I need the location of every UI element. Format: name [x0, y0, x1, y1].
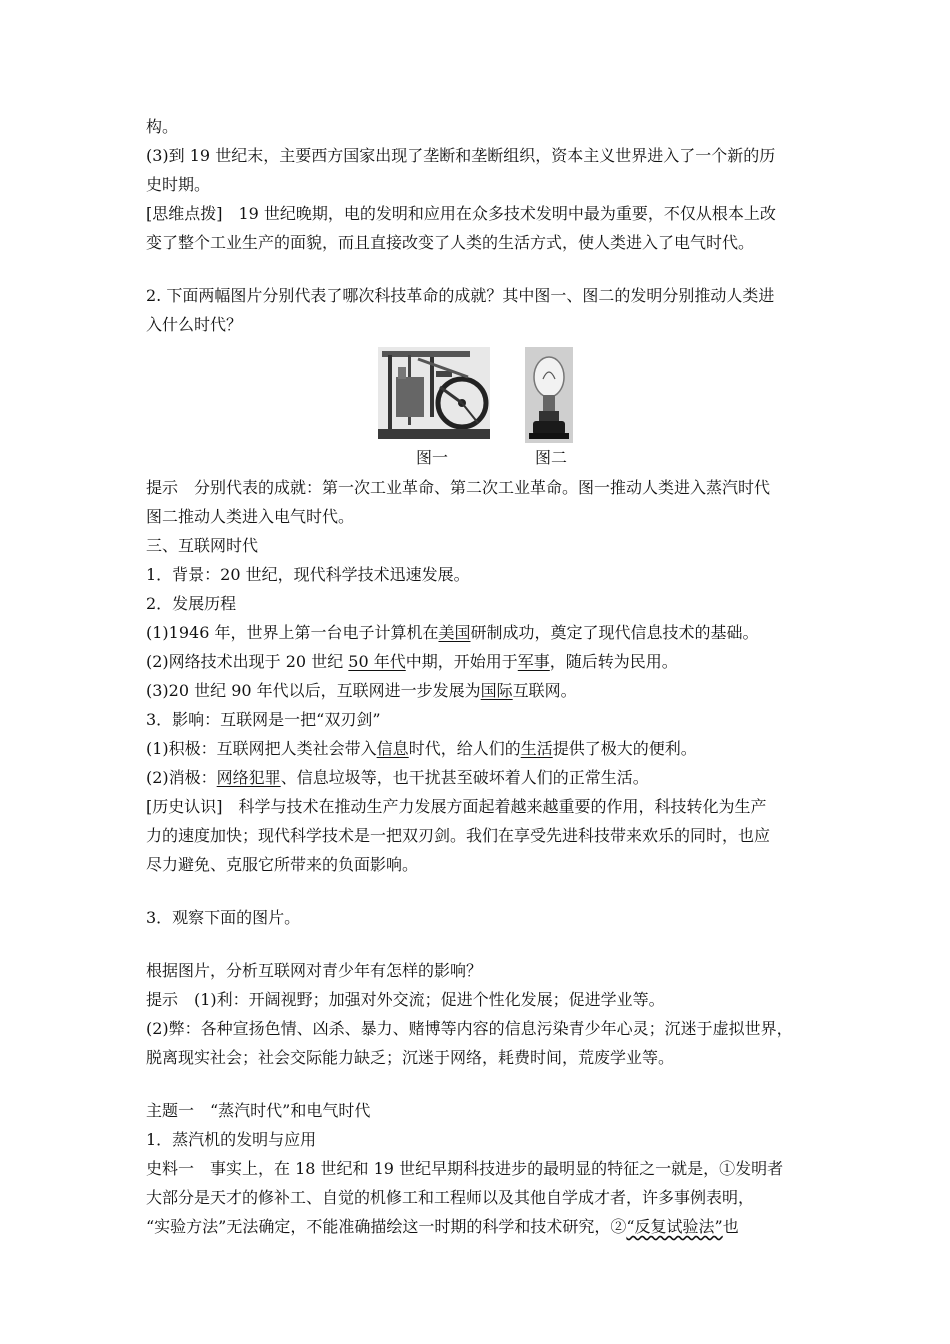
- text-line: 2．发展历程: [146, 594, 237, 613]
- text-line: [146, 618, 818, 647]
- text-line: 史时期。: [146, 175, 211, 194]
- text-span: 、信息垃圾等，也干扰甚至破坏着人们的正常生活。: [280, 768, 649, 787]
- spacer: [146, 1072, 818, 1096]
- text-span: (2)网络技术出现于 20 世纪: [146, 652, 349, 671]
- text-span: 提供了极大的便利。: [552, 739, 697, 758]
- hint-line: 提示 (1)利：开阔视野；加强对外交流；促进个性化发展；促进学业等。: [146, 990, 665, 1009]
- figure-row: [146, 347, 818, 443]
- text-span: “实验方法”无法确定，不能准确描绘这一时期的科学和技术研究，②: [146, 1217, 627, 1236]
- text-line: 构。: [146, 117, 179, 136]
- text-span: (1)1946 年，世界上第一台电子计算机在: [146, 623, 439, 642]
- text-line: 史料一 事实上，在 18 世纪和 19 世纪早期科技进步的最明显的特征之一就是，①发明者: [146, 1159, 784, 1178]
- text-line: 尽力避免、克服它所带来的负面影响。: [146, 855, 419, 874]
- text-span: (3)20 世纪 90 年代以后，互联网进一步发展为: [146, 681, 481, 700]
- text-line: (3)到 19 世纪末，主要西方国家出现了垄断和垄断组织，资本主义世界进入了一个新的历: [146, 146, 776, 165]
- figure-1-caption: 图一: [416, 448, 449, 467]
- text-line: [146, 763, 818, 792]
- underlined-term: 信息: [376, 739, 409, 758]
- hint-line: 提示 分别代表的成就：第一次工业革命、第二次工业革命。图一推动人类进入蒸汽时代: [146, 478, 771, 497]
- text-line: 1．蒸汽机的发明与应用: [146, 1130, 317, 1149]
- text-span: (2)消极：: [146, 768, 217, 787]
- text-line: 脱离现实社会；社会交际能力缺乏；沉迷于网络，耗费时间，荒废学业等。: [146, 1048, 675, 1067]
- text-span: (1)积极：互联网把人类社会带入: [146, 739, 377, 758]
- text-line: 1．背景：20 世纪，现代科学技术迅速发展。: [146, 565, 470, 584]
- text-line: 根据图片，分析互联网对青少年有怎样的影响？: [146, 961, 483, 980]
- text-span: 也: [722, 1217, 739, 1236]
- question-2: 2. 下面两幅图片分别代表了哪次科技革命的成就？其中图一、图二的发明分别推动人类进: [146, 286, 775, 305]
- figure-captions: [146, 443, 818, 473]
- spacer: [146, 879, 818, 903]
- light-bulb-icon: [525, 347, 573, 443]
- figure-2-caption: 图二: [535, 448, 568, 467]
- text-line: [146, 676, 818, 705]
- text-line: [146, 1212, 818, 1241]
- text-line: [思维点拨] 19 世纪晚期，电的发明和应用在众多技术发明中最为重要，不仅从根本上改: [146, 204, 776, 223]
- wavy-underlined-term: “反复试验法”: [626, 1217, 723, 1236]
- text-span: 中期，开始用于: [405, 652, 518, 671]
- underlined-term: 生活: [520, 739, 553, 758]
- text-line: 变了整个工业生产的面貌，而且直接改变了人类的生活方式，使人类进入了电气时代。: [146, 233, 755, 252]
- spacer: [146, 932, 818, 956]
- text-line: (2)弊：各种宣扬色情、凶杀、暴力、赌博等内容的信息污染青少年心灵；沉迷于虚拟世界，: [146, 1019, 793, 1038]
- text-line: 入什么时代？: [146, 315, 243, 334]
- underlined-term: 50 年代: [348, 652, 406, 671]
- text-line: [历史认识] 科学与技术在推动生产力发展方面起着越来越重要的作用，科技转化为生产: [146, 797, 767, 816]
- spacer: [146, 257, 818, 281]
- underlined-term: 国际: [480, 681, 513, 700]
- text-line: 大部分是天才的修补工、自觉的机修工和工程师以及其他自学成才者，许多事例表明，: [146, 1188, 755, 1207]
- question-3: 3．观察下面的图片。: [146, 908, 301, 927]
- text-line: [146, 734, 818, 763]
- text-span: 时代，给人们的: [408, 739, 521, 758]
- text-line: [146, 647, 818, 676]
- text-span: 研制成功，奠定了现代信息技术的基础。: [470, 623, 759, 642]
- topic-heading: 主题一 “蒸汽时代”和电气时代: [146, 1101, 371, 1120]
- text-line: 图二推动人类进入电气时代。: [146, 507, 355, 526]
- underlined-term: 网络犯罪: [216, 768, 281, 787]
- underlined-term: 军事: [517, 652, 550, 671]
- underlined-term: 美国: [438, 623, 471, 642]
- text-line: 力的速度加快；现代科学技术是一把双刃剑。我们在享受先进科技带来欢乐的同时，也应: [146, 826, 771, 845]
- text-span: 互联网。: [512, 681, 577, 700]
- section-heading: 三、互联网时代: [146, 536, 259, 555]
- steam-engine-icon: [378, 347, 490, 439]
- document-page: [146, 112, 818, 1241]
- text-line: 3．影响：互联网是一把“双刃剑”: [146, 710, 381, 729]
- text-span: ，随后转为民用。: [549, 652, 678, 671]
